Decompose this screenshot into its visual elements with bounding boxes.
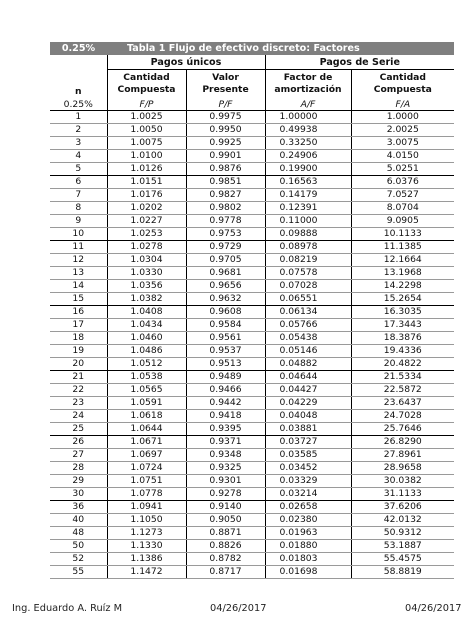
cell-pf: 0.8871 — [186, 527, 265, 540]
cell-fp: 1.1472 — [107, 566, 186, 579]
cell-n: 16 — [50, 306, 107, 319]
factor-code-row — [50, 98, 454, 111]
cell-fa: 26.8290 — [351, 436, 454, 449]
col-af-header: Factor de amortización — [265, 70, 351, 99]
cell-pf: 0.9950 — [186, 124, 265, 137]
table-row — [50, 449, 454, 462]
factor-table-sheet — [50, 42, 432, 577]
cell-n: 30 — [50, 488, 107, 501]
cell-fp: 1.1050 — [107, 514, 186, 527]
cell-af: 1.00000 — [265, 111, 351, 124]
group-single-payments: Pagos únicos — [107, 55, 265, 70]
cell-fa: 8.0704 — [351, 202, 454, 215]
cell-fp: 1.0025 — [107, 111, 186, 124]
cell-af: 0.05438 — [265, 332, 351, 345]
cell-fa: 31.1133 — [351, 488, 454, 501]
cell-pf: 0.9301 — [186, 475, 265, 488]
code-af: A/F — [265, 98, 351, 111]
cell-af: 0.07028 — [265, 280, 351, 293]
table-row — [50, 215, 454, 228]
cell-n: 14 — [50, 280, 107, 293]
cell-fa: 17.3443 — [351, 319, 454, 332]
cell-fp: 1.0330 — [107, 267, 186, 280]
column-header-row — [50, 70, 454, 99]
cell-pf: 0.9729 — [186, 241, 265, 254]
footer-date-center: 04/26/2017 — [210, 603, 267, 614]
code-pf: P/F — [186, 98, 265, 111]
cell-n: 21 — [50, 371, 107, 384]
cell-fa: 1.0000 — [351, 111, 454, 124]
table-row — [50, 189, 454, 202]
cell-af: 0.07578 — [265, 267, 351, 280]
cell-n: 28 — [50, 462, 107, 475]
cell-pf: 0.9325 — [186, 462, 265, 475]
cell-fa: 10.1133 — [351, 228, 454, 241]
cell-n: 29 — [50, 475, 107, 488]
cell-af: 0.24906 — [265, 150, 351, 163]
cell-pf: 0.9561 — [186, 332, 265, 345]
cell-af: 0.14179 — [265, 189, 351, 202]
cell-af: 0.02658 — [265, 501, 351, 514]
table-row — [50, 254, 454, 267]
cell-n: 1 — [50, 111, 107, 124]
table-row — [50, 462, 454, 475]
table-row — [50, 371, 454, 384]
cell-fa: 21.5334 — [351, 371, 454, 384]
cell-n: 5 — [50, 163, 107, 176]
cell-fa: 15.2654 — [351, 293, 454, 306]
cell-n: 6 — [50, 176, 107, 189]
cell-n: 3 — [50, 137, 107, 150]
cell-n: 12 — [50, 254, 107, 267]
cell-n: 4 — [50, 150, 107, 163]
cell-af: 0.08219 — [265, 254, 351, 267]
cell-fa: 19.4336 — [351, 345, 454, 358]
cell-fa: 37.6206 — [351, 501, 454, 514]
cell-fa: 16.3035 — [351, 306, 454, 319]
table-row — [50, 436, 454, 449]
group-header-row — [50, 55, 454, 70]
cell-fp: 1.0253 — [107, 228, 186, 241]
cell-fa: 9.0905 — [351, 215, 454, 228]
cell-af: 0.03881 — [265, 423, 351, 436]
table-row — [50, 202, 454, 215]
cell-n: 48 — [50, 527, 107, 540]
cell-n: 50 — [50, 540, 107, 553]
cell-fp: 1.0618 — [107, 410, 186, 423]
cell-fa: 11.1385 — [351, 241, 454, 254]
cell-fa: 30.0382 — [351, 475, 454, 488]
cell-fa: 7.0527 — [351, 189, 454, 202]
table-row — [50, 267, 454, 280]
cell-pf: 0.9442 — [186, 397, 265, 410]
cell-af: 0.04229 — [265, 397, 351, 410]
cell-n: 2 — [50, 124, 107, 137]
cell-pf: 0.9584 — [186, 319, 265, 332]
cell-fa: 22.5872 — [351, 384, 454, 397]
cell-af: 0.12391 — [265, 202, 351, 215]
interest-rate-label: 0.25% — [50, 42, 107, 55]
cell-pf: 0.9395 — [186, 423, 265, 436]
cell-pf: 0.9513 — [186, 358, 265, 371]
table-row — [50, 566, 454, 579]
cell-af: 0.11000 — [265, 215, 351, 228]
cell-fa: 4.0150 — [351, 150, 454, 163]
cell-fp: 1.0382 — [107, 293, 186, 306]
cell-af: 0.05766 — [265, 319, 351, 332]
cell-fp: 1.0724 — [107, 462, 186, 475]
cell-pf: 0.9348 — [186, 449, 265, 462]
cell-fp: 1.0100 — [107, 150, 186, 163]
table-row — [50, 163, 454, 176]
table-row — [50, 306, 454, 319]
cell-pf: 0.9278 — [186, 488, 265, 501]
col-fp-header: Cantidad Compuesta — [107, 70, 186, 99]
cell-fp: 1.0486 — [107, 345, 186, 358]
cell-pf: 0.9827 — [186, 189, 265, 202]
table-row — [50, 358, 454, 371]
cell-fa: 23.6437 — [351, 397, 454, 410]
cell-fa: 12.1664 — [351, 254, 454, 267]
cell-fp: 1.0941 — [107, 501, 186, 514]
cell-n: 11 — [50, 241, 107, 254]
title-bar — [50, 42, 454, 55]
cell-af: 0.03727 — [265, 436, 351, 449]
table-row — [50, 384, 454, 397]
table-row — [50, 332, 454, 345]
col-n-header: n — [50, 70, 107, 99]
cell-fa: 14.2298 — [351, 280, 454, 293]
cell-n: 52 — [50, 553, 107, 566]
cell-fp: 1.0176 — [107, 189, 186, 202]
col-fa-header: Cantidad Compuesta — [373, 72, 432, 95]
cell-fp: 1.0591 — [107, 397, 186, 410]
cell-fp: 1.0697 — [107, 449, 186, 462]
cell-af: 0.04882 — [265, 358, 351, 371]
cell-fa: 50.9312 — [351, 527, 454, 540]
cell-pf: 0.9681 — [186, 267, 265, 280]
cell-n: 13 — [50, 267, 107, 280]
cell-af: 0.02380 — [265, 514, 351, 527]
cell-fp: 1.1386 — [107, 553, 186, 566]
cell-pf: 0.9371 — [186, 436, 265, 449]
cell-fp: 1.0434 — [107, 319, 186, 332]
table-row — [50, 111, 454, 124]
table-row — [50, 228, 454, 241]
cell-fp: 1.0408 — [107, 306, 186, 319]
cell-pf: 0.8782 — [186, 553, 265, 566]
cell-n: 7 — [50, 189, 107, 202]
cell-n: 24 — [50, 410, 107, 423]
cell-fp: 1.0050 — [107, 124, 186, 137]
cell-fa: 53.1887 — [351, 540, 454, 553]
cell-n: 25 — [50, 423, 107, 436]
table-row — [50, 124, 454, 137]
cell-pf: 0.9632 — [186, 293, 265, 306]
cell-pf: 0.9489 — [186, 371, 265, 384]
cell-af: 0.03585 — [265, 449, 351, 462]
table-row — [50, 423, 454, 436]
cell-pf: 0.9901 — [186, 150, 265, 163]
footer-date-right: 04/26/2017 — [405, 603, 462, 614]
cell-af: 0.08978 — [265, 241, 351, 254]
cell-pf: 0.8717 — [186, 566, 265, 579]
cell-af: 0.04048 — [265, 410, 351, 423]
table-row — [50, 553, 454, 566]
table-row — [50, 514, 454, 527]
table-row — [50, 280, 454, 293]
cell-fp: 1.0304 — [107, 254, 186, 267]
cell-fp: 1.1330 — [107, 540, 186, 553]
cell-fa: 58.8819 — [351, 566, 454, 579]
cell-fa: 20.4822 — [351, 358, 454, 371]
cell-n: 9 — [50, 215, 107, 228]
cell-af: 0.01803 — [265, 553, 351, 566]
cell-pf: 0.9925 — [186, 137, 265, 150]
cell-n: 23 — [50, 397, 107, 410]
cell-fa: 5.0251 — [351, 163, 454, 176]
cell-af: 0.09888 — [265, 228, 351, 241]
cell-n: 20 — [50, 358, 107, 371]
code-fa: F/A — [351, 98, 454, 111]
table-row — [50, 293, 454, 306]
cell-n: 40 — [50, 514, 107, 527]
cell-pf: 0.9802 — [186, 202, 265, 215]
table-row — [50, 241, 454, 254]
group-series-payments: Pagos de Serie — [265, 55, 454, 70]
table-row — [50, 527, 454, 540]
cell-fp: 1.0075 — [107, 137, 186, 150]
code-rate: 0.25% — [50, 98, 107, 111]
cell-fp: 1.0356 — [107, 280, 186, 293]
cell-af: 0.05146 — [265, 345, 351, 358]
cell-pf: 0.9876 — [186, 163, 265, 176]
cell-pf: 0.9753 — [186, 228, 265, 241]
cell-n: 22 — [50, 384, 107, 397]
cell-af: 0.19900 — [265, 163, 351, 176]
cell-pf: 0.9778 — [186, 215, 265, 228]
cell-n: 19 — [50, 345, 107, 358]
table-row — [50, 501, 454, 514]
cell-af: 0.49938 — [265, 124, 351, 137]
cell-fp: 1.0644 — [107, 423, 186, 436]
cell-n: 17 — [50, 319, 107, 332]
cell-fp: 1.0202 — [107, 202, 186, 215]
table-row — [50, 345, 454, 358]
cell-n: 36 — [50, 501, 107, 514]
cell-af: 0.03214 — [265, 488, 351, 501]
cell-af: 0.03452 — [265, 462, 351, 475]
cell-pf: 0.9656 — [186, 280, 265, 293]
cell-af: 0.04644 — [265, 371, 351, 384]
cell-pf: 0.9050 — [186, 514, 265, 527]
table-row — [50, 176, 454, 189]
cell-fa: 55.4575 — [351, 553, 454, 566]
cell-pf: 0.9705 — [186, 254, 265, 267]
cell-fp: 1.0151 — [107, 176, 186, 189]
cell-fa: 3.0075 — [351, 137, 454, 150]
table-row — [50, 319, 454, 332]
cell-fa: 6.0376 — [351, 176, 454, 189]
footer-author: Ing. Eduardo A. Ruíz M — [12, 603, 123, 614]
cell-fp: 1.0751 — [107, 475, 186, 488]
table-row — [50, 540, 454, 553]
cell-fp: 1.0460 — [107, 332, 186, 345]
cell-af: 0.33250 — [265, 137, 351, 150]
cell-pf: 0.9140 — [186, 501, 265, 514]
table-row — [50, 475, 454, 488]
cell-pf: 0.8826 — [186, 540, 265, 553]
table-row — [50, 488, 454, 501]
cell-fa: 28.9658 — [351, 462, 454, 475]
cell-af: 0.06551 — [265, 293, 351, 306]
cell-fa: 25.7646 — [351, 423, 454, 436]
cell-af: 0.04427 — [265, 384, 351, 397]
cell-af: 0.01698 — [265, 566, 351, 579]
cell-fa: 42.0132 — [351, 514, 454, 527]
cell-fa: 27.8961 — [351, 449, 454, 462]
table-row — [50, 397, 454, 410]
cell-n: 8 — [50, 202, 107, 215]
cell-pf: 0.9537 — [186, 345, 265, 358]
cell-fa: 18.3876 — [351, 332, 454, 345]
cell-fa: 24.7028 — [351, 410, 454, 423]
cell-fp: 1.1273 — [107, 527, 186, 540]
cell-n: 10 — [50, 228, 107, 241]
cell-fp: 1.0538 — [107, 371, 186, 384]
factor-table — [50, 42, 454, 579]
cell-fp: 1.0671 — [107, 436, 186, 449]
col-pf-header: Valor Presente — [186, 70, 265, 99]
cell-af: 0.16563 — [265, 176, 351, 189]
cell-pf: 0.9851 — [186, 176, 265, 189]
cell-n: 15 — [50, 293, 107, 306]
cell-pf: 0.9466 — [186, 384, 265, 397]
cell-af: 0.01880 — [265, 540, 351, 553]
table-row — [50, 137, 454, 150]
cell-pf: 0.9608 — [186, 306, 265, 319]
cell-n: 55 — [50, 566, 107, 579]
table-title: Tabla 1 Flujo de efectivo discreto: Factores — [107, 42, 454, 55]
cell-af: 0.03329 — [265, 475, 351, 488]
cell-af: 0.01963 — [265, 527, 351, 540]
cell-n: 27 — [50, 449, 107, 462]
table-row — [50, 410, 454, 423]
code-fp: F/P — [107, 98, 186, 111]
cell-fp: 1.0278 — [107, 241, 186, 254]
cell-n: 18 — [50, 332, 107, 345]
cell-fp: 1.0227 — [107, 215, 186, 228]
cell-pf: 0.9418 — [186, 410, 265, 423]
cell-fp: 1.0565 — [107, 384, 186, 397]
table-row — [50, 150, 454, 163]
cell-af: 0.06134 — [265, 306, 351, 319]
cell-fa: 2.0025 — [351, 124, 454, 137]
cell-fp: 1.0126 — [107, 163, 186, 176]
cell-fp: 1.0778 — [107, 488, 186, 501]
cell-fp: 1.0512 — [107, 358, 186, 371]
cell-fa: 13.1968 — [351, 267, 454, 280]
cell-n: 26 — [50, 436, 107, 449]
cell-pf: 0.9975 — [186, 111, 265, 124]
